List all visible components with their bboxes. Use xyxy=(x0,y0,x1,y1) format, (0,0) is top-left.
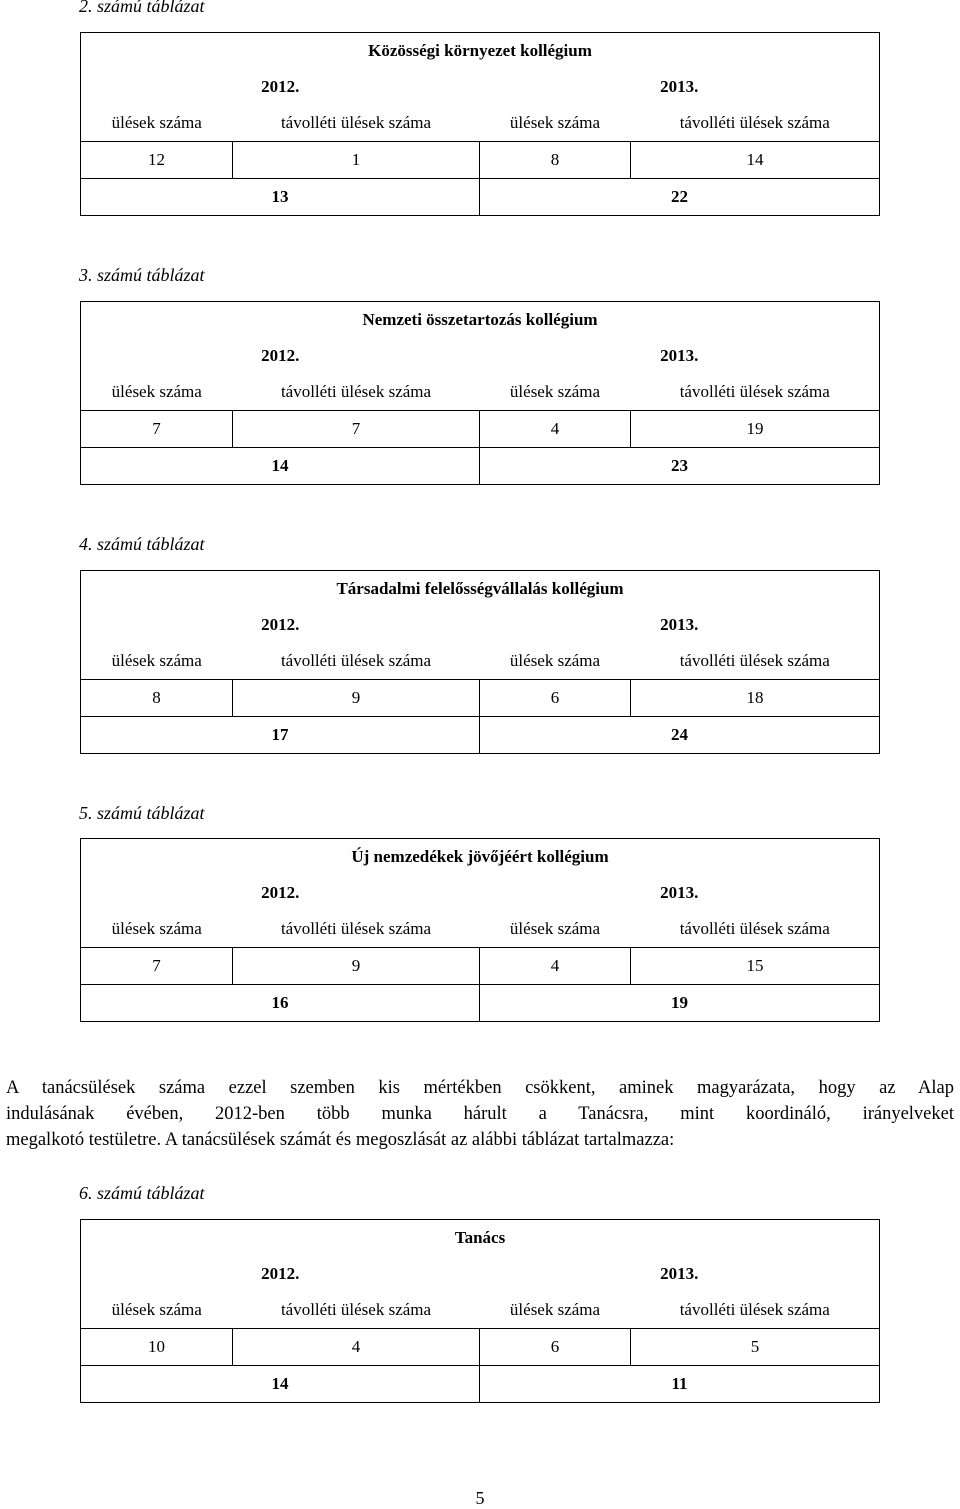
year-2013-header: 2013. xyxy=(480,875,880,911)
total-cell-2012: 14 xyxy=(81,1366,480,1403)
column-header: távolléti ülések száma xyxy=(280,382,432,401)
paragraph-line: indulásának évében, 2012-ben több munka hárult a Tanácsra, mint koordináló, irányelveket xyxy=(6,1104,954,1124)
table-cell: 4 xyxy=(480,948,631,985)
table-cell: 14 xyxy=(631,142,880,179)
table-cell: 8 xyxy=(81,680,233,717)
year-2013-header: 2013. xyxy=(480,1256,880,1292)
column-header: ülések száma xyxy=(81,1292,233,1329)
table-caption-2: 2. számú táblázat xyxy=(79,0,205,16)
column-header: távolléti ülések száma xyxy=(631,1292,880,1329)
column-header: ülések száma xyxy=(509,919,601,938)
column-header: távolléti ülések száma xyxy=(631,105,880,142)
total-cell-2012: 14 xyxy=(81,448,480,485)
table-cell: 15 xyxy=(631,948,880,985)
year-2013-header: 2013. xyxy=(480,69,880,105)
table-cell: 9 xyxy=(233,680,480,717)
table-cell: 7 xyxy=(233,411,480,448)
body-paragraph xyxy=(6,1075,954,1153)
column-header: távolléti ülések száma xyxy=(280,919,432,938)
column-header: távolléti ülések száma xyxy=(280,651,432,670)
table-cell: 8 xyxy=(480,142,631,179)
total-cell-2013: 24 xyxy=(480,717,880,754)
column-header: ülések száma xyxy=(509,113,601,132)
year-2013-header: 2013. xyxy=(480,338,880,374)
table-title: Tanács xyxy=(81,1220,880,1257)
table-title: Társadalmi felelősségvállalás kollégium xyxy=(81,571,880,608)
column-header: távolléti ülések száma xyxy=(631,374,880,411)
total-cell-2012: 17 xyxy=(81,717,480,754)
column-header: ülések száma xyxy=(81,643,233,680)
table-cell: 19 xyxy=(631,411,880,448)
table-caption-4: 4. számú táblázat xyxy=(79,534,205,554)
year-2012-header: 2012. xyxy=(81,69,480,105)
column-header: ülések száma xyxy=(81,374,233,411)
column-header: távolléti ülések száma xyxy=(631,643,880,680)
column-header: ülések száma xyxy=(81,911,233,948)
table-cell: 4 xyxy=(233,1329,480,1366)
table-caption-5: 5. számú táblázat xyxy=(79,803,205,823)
year-2012-header: 2012. xyxy=(81,1256,480,1292)
column-header: ülések száma xyxy=(509,651,601,670)
total-cell-2013: 19 xyxy=(480,985,880,1022)
table-kozossegi-kornyezet xyxy=(80,32,880,216)
total-cell-2012: 16 xyxy=(81,985,480,1022)
table-uj-nemzedekek xyxy=(80,838,880,1022)
table-title: Közösségi környezet kollégium xyxy=(81,33,880,70)
table-cell: 7 xyxy=(81,948,233,985)
year-2012-header: 2012. xyxy=(81,338,480,374)
year-2012-header: 2012. xyxy=(81,607,480,643)
table-title: Nemzeti összetartozás kollégium xyxy=(81,302,880,339)
table-tanacs xyxy=(80,1219,880,1403)
table-cell: 9 xyxy=(233,948,480,985)
table-cell: 5 xyxy=(631,1329,880,1366)
total-cell-2013: 11 xyxy=(480,1366,880,1403)
table-cell: 1 xyxy=(233,142,480,179)
table-nemzeti-osszetartozas xyxy=(80,301,880,485)
column-header: távolléti ülések száma xyxy=(631,911,880,948)
table-cell: 6 xyxy=(480,680,631,717)
paragraph-line: megalkotó testületre. A tanácsülések számát és megoszlását az alábbi táblázat tartalmazza: xyxy=(6,1130,675,1150)
year-2012-header: 2012. xyxy=(81,875,480,911)
table-cell: 12 xyxy=(81,142,233,179)
column-header: ülések száma xyxy=(81,105,233,142)
page-number: 5 xyxy=(475,1488,485,1508)
table-title: Új nemzedékek jövőjéért kollégium xyxy=(81,839,880,876)
total-cell-2013: 22 xyxy=(480,179,880,216)
column-header: ülések száma xyxy=(509,1300,601,1319)
table-cell: 18 xyxy=(631,680,880,717)
table-cell: 4 xyxy=(480,411,631,448)
total-cell-2013: 23 xyxy=(480,448,880,485)
table-tarsadalmi-felelossegvallalas xyxy=(80,570,880,754)
total-cell-2012: 13 xyxy=(81,179,480,216)
table-cell: 6 xyxy=(480,1329,631,1366)
table-cell: 10 xyxy=(81,1329,233,1366)
year-2013-header: 2013. xyxy=(480,607,880,643)
table-cell: 7 xyxy=(81,411,233,448)
table-caption-6: 6. számú táblázat xyxy=(79,1183,205,1203)
column-header: ülések száma xyxy=(509,382,601,401)
column-header: távolléti ülések száma xyxy=(280,113,432,132)
column-header: távolléti ülések száma xyxy=(280,1300,432,1319)
paragraph-line: A tanácsülések száma ezzel szemben kis mértékben csökkent, aminek magyarázata, hogy az Alap xyxy=(6,1078,954,1098)
table-caption-3: 3. számú táblázat xyxy=(79,265,205,285)
